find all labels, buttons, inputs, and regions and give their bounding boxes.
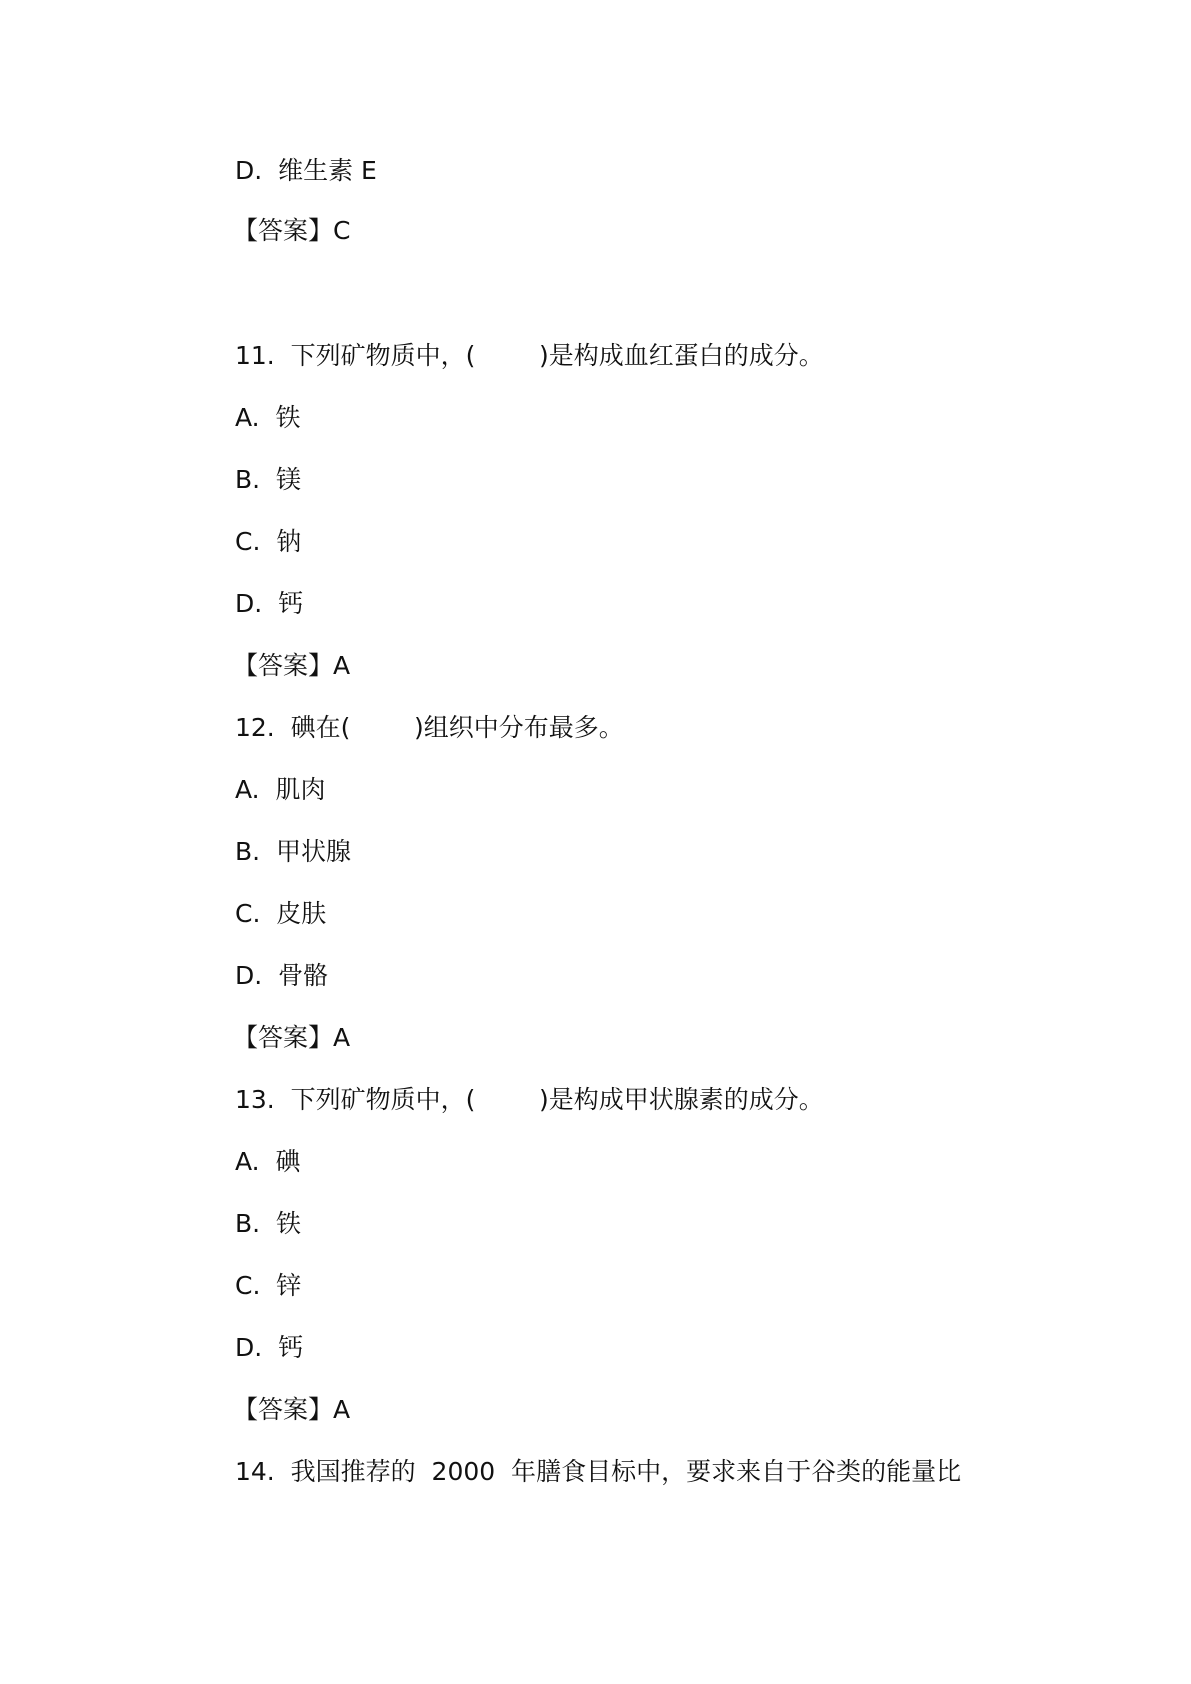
option-13-a: A. 碘	[235, 1147, 301, 1176]
answer-12: 【答案】A	[233, 1023, 351, 1052]
option-11-b: B. 镁	[235, 465, 301, 494]
question-12: 12. 碘在( )组织中分布最多。	[235, 713, 624, 742]
option-12-a: A. 肌肉	[235, 775, 326, 804]
option-13-d: D. 钙	[235, 1333, 304, 1362]
option-12-d: D. 骨骼	[235, 961, 329, 990]
answer-10: 【答案】C	[233, 216, 351, 245]
option-10-d: D. 维生素 E	[235, 156, 377, 185]
answer-13: 【答案】A	[233, 1395, 351, 1424]
option-11-d: D. 钙	[235, 589, 304, 618]
option-11-c: C. 钠	[235, 527, 302, 556]
question-13: 13. 下列矿物质中，( )是构成甲状腺素的成分。	[235, 1085, 824, 1114]
option-12-c: C. 皮肤	[235, 899, 327, 928]
option-13-c: C. 锌	[235, 1271, 302, 1300]
question-11: 11. 下列矿物质中，( )是构成血红蛋白的成分。	[235, 341, 824, 370]
option-12-b: B. 甲状腺	[235, 837, 351, 866]
answer-11: 【答案】A	[233, 651, 351, 680]
option-11-a: A. 铁	[235, 403, 301, 432]
option-13-b: B. 铁	[235, 1209, 301, 1238]
question-14: 14. 我国推荐的 2000 年膳食目标中，要求来自于谷类的能量比	[235, 1457, 962, 1486]
